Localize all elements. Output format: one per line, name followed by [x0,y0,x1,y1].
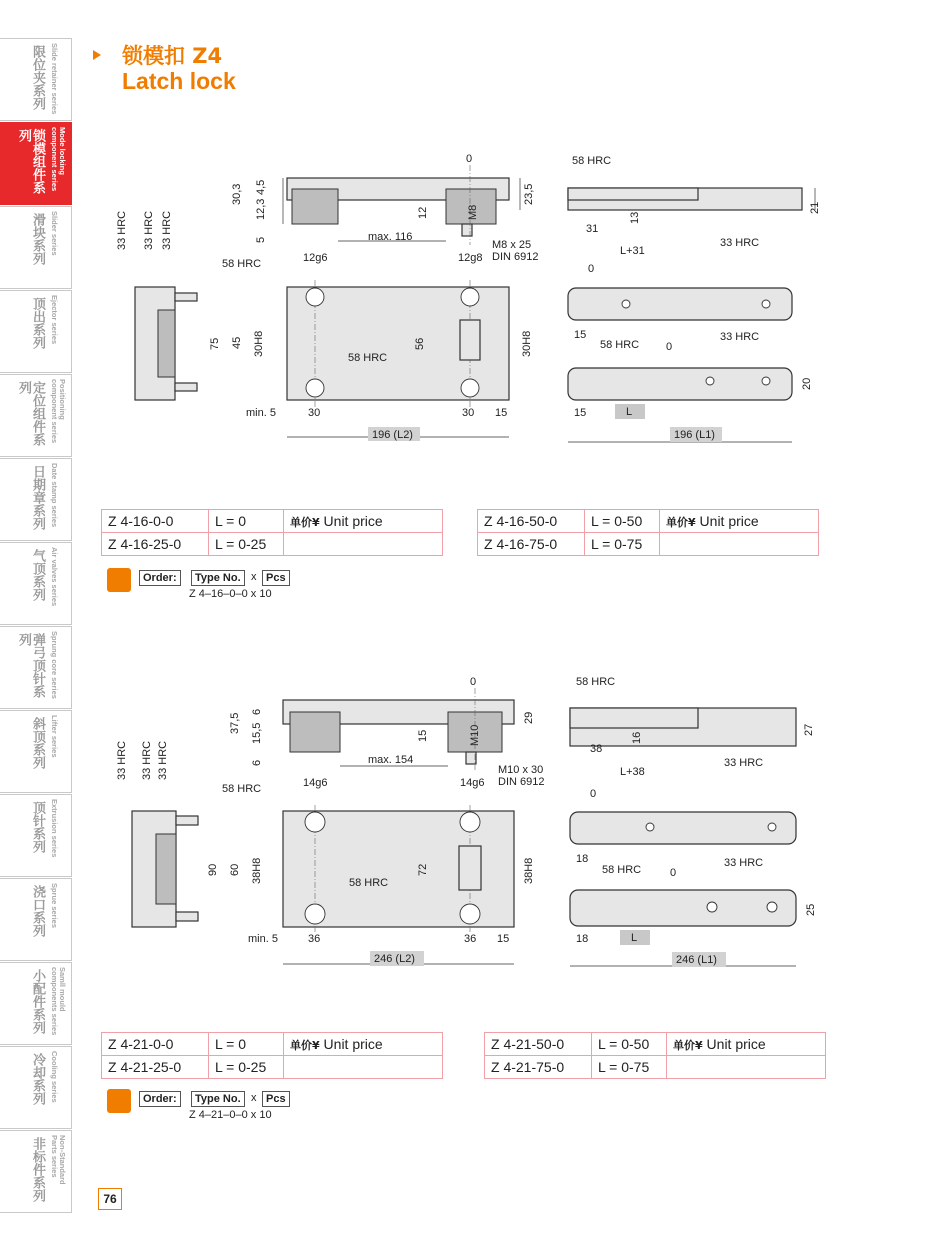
dim-label: max. 116 [368,231,413,243]
dim-label: 13 [629,211,641,224]
dim-label: 33 HRC [141,740,153,780]
dim-label: 38H8 [251,857,263,884]
dim-label: 12g8 [458,252,483,264]
price-table-z4-21-right [484,1032,826,1079]
dim-label: 15 [497,933,510,945]
phone-icon [107,1089,131,1113]
dim-label: 33 HRC [116,210,128,250]
dim-label: max. 154 [368,754,414,766]
sidebar-item-label: 日期章系列 [30,465,45,530]
dim-label: 27 [803,723,815,736]
sidebar-item-sublabel: Non-Standard Parts series [50,1135,67,1185]
dim-label: 58 HRC [222,783,262,795]
length-cell: L = 0-50 [585,510,660,533]
sidebar-item-sublabel: Positioning component series [50,379,67,444]
type-no-cell: Z 4-21-75-0 [485,1056,592,1079]
dim-label: 14g6 [460,777,485,789]
dim-label: 15 [495,407,508,419]
dim-label: 18 [576,933,589,945]
type-no-cell: Z 4-21-50-0 [485,1033,592,1056]
dim-label: 30 [308,407,321,419]
dim-label: 29 [523,711,535,724]
dim-label: 15,5 [251,722,263,744]
dim-label: 33 HRC [720,331,760,343]
dim-label: 0 [466,153,473,165]
pcs-label: Pcs [262,570,290,586]
order-info-z4-16 [107,568,307,604]
dim-label: 75 [209,337,221,350]
type-no-cell: Z 4-16-75-0 [478,533,585,556]
dim-label: L [626,406,633,418]
sidebar-item-label: 冷却系列 [30,1053,45,1105]
dim-label: 56 [414,337,426,350]
sidebar-item-sublabel: Sprue series [50,883,59,929]
sidebar-item-label: 非标件系列 [30,1137,45,1202]
sidebar-item-non-standard[interactable] [0,1130,72,1213]
times-label: x [251,1092,257,1104]
type-no-cell: Z 4-16-50-0 [478,510,585,533]
unit-price-header: 单价¥ Unit price [284,1033,443,1056]
sidebar-item-positioning[interactable] [0,374,72,457]
dim-label: 0 [670,867,677,879]
sidebar-item-label: 浇口系列 [30,885,45,937]
dim-label: 33 HRC [161,210,173,250]
sidebar-item-lifter[interactable] [0,710,72,793]
page-number: 76 [98,1188,122,1210]
dim-label: L [631,932,638,944]
dim-label: DIN 6912 [498,776,545,788]
unit-price-cell [667,1056,826,1079]
length-cell: L = 0-25 [209,1056,284,1079]
length-cell: L = 0 [209,1033,284,1056]
dim-label: 33 HRC [116,740,128,780]
sidebar-item-sublabel: Mode locking component series [50,127,67,192]
technical-drawing-z4-21 [100,670,545,975]
dim-label: 12 [417,206,429,219]
dim-label: 6 [251,708,263,715]
unit-price-cell [284,533,443,556]
dim-label: 45 [231,336,243,349]
sidebar-item-sublabel: Slider series [50,211,59,256]
unit-price-header: 单价¥ Unit price [284,510,443,533]
dim-label: 58 HRC [602,864,642,876]
sidebar-item-sublabel: Slide retainer series [50,43,59,115]
dim-label: 5 [255,236,267,243]
dim-label: 14g6 [303,777,328,789]
dim-label: 246 (L2) [374,953,415,965]
length-cell: L = 0-75 [592,1056,667,1079]
sidebar-item-label: 限位夹系列 [30,45,45,110]
unit-price-header: 单价¥ Unit price [660,510,819,533]
dim-label: 23,5 [523,183,535,205]
dim-label: M8 [467,204,479,220]
dim-label: M8 x 25 [492,239,532,251]
dim-label: DIN 6912 [492,251,539,263]
dim-label: 196 (L1) [674,429,715,441]
sidebar-item-sprue[interactable] [0,878,72,961]
dim-label: 12,3 [255,198,267,220]
sidebar-item-sublabel: Air valves series [50,547,59,607]
dim-label: 36 [464,933,477,945]
dim-label: 31 [586,223,599,235]
unit-price-cell [284,1056,443,1079]
sidebar-item-cooling[interactable] [0,1046,72,1129]
sidebar-item-label: 顶针系列 [30,801,45,853]
dim-label: 60 [229,863,241,876]
dim-label: 0 [590,788,597,800]
phone-icon [107,568,131,592]
unit-price-header: 单价¥ Unit price [667,1033,826,1056]
type-no-cell: Z 4-21-0-0 [102,1033,209,1056]
latch-views-z4-16 [560,150,830,450]
dim-label: 30H8 [521,330,533,357]
sidebar-item-sublabel: Cooling series [50,1051,59,1103]
length-cell: L = 0 [209,510,284,533]
dim-label: M10 [469,724,481,746]
dim-label: 33 HRC [143,210,155,250]
dim-label: 4,5 [255,179,267,195]
dim-label: 30H8 [253,330,265,357]
dim-label: 0 [588,263,595,275]
dim-label: 30 [462,407,475,419]
sidebar-item-sprung-core[interactable] [0,626,72,709]
sidebar-item-label: 滑块系列 [30,213,45,265]
sidebar-item-date-stamp[interactable] [0,458,72,541]
sidebar-item-label: 顶出系列 [30,297,45,349]
order-example: Z 4–21–0–0 x 10 [189,1109,272,1121]
length-cell: L = 0-25 [209,533,284,556]
dim-label: 33 HRC [724,857,764,869]
sidebar-item-label: 气顶系列 [30,549,45,601]
dim-label: 15 [574,329,587,341]
dim-label: 58 HRC [576,676,616,688]
dim-label: 72 [417,863,429,876]
dim-label: 37,5 [229,712,241,734]
sidebar-item-sublabel: Sprung core series [50,631,59,699]
order-label: Order: [139,570,181,586]
price-table-z4-21-left [101,1032,443,1079]
sidebar-item-small-components[interactable] [0,962,72,1045]
sidebar-item-sublabel: Extrusion series [50,799,59,858]
dim-label: L+31 [620,245,645,257]
type-no-label: Type No. [191,570,245,586]
dim-label: 33 HRC [157,740,169,780]
dim-label: 6 [251,759,263,766]
dim-label: 90 [207,863,219,876]
sidebar-item-sublabel: Ejector series [50,295,59,345]
dim-label: 16 [631,731,643,744]
price-table-z4-16-right [477,509,819,556]
page-title-zh: 锁模扣 Z4 [122,44,223,68]
sidebar-item-label: 斜顶系列 [30,717,45,769]
type-no-cell: Z 4-16-25-0 [102,533,209,556]
dim-label: 58 HRC [349,877,389,889]
dim-label: 15 [574,407,587,419]
dim-label: 38 [590,743,603,755]
dim-label: 30,3 [231,183,243,205]
dim-label: 0 [470,676,477,688]
dim-label: min. 5 [246,407,276,419]
sidebar-item-sublabel: Samll mould components series [50,967,67,1036]
order-example: Z 4–16–0–0 x 10 [189,588,272,600]
dim-label: 20 [801,377,813,390]
dim-label: 58 HRC [222,258,262,270]
sidebar-item-sublabel: Lifter series [50,715,59,758]
dim-label: 33 HRC [720,237,760,249]
dim-label: 18 [576,853,589,865]
dim-label: 12g6 [303,252,328,264]
sidebar-item-extrusion[interactable] [0,794,72,877]
dim-label: 36 [308,933,321,945]
price-table-z4-16-left [101,509,443,556]
dim-label: 196 (L2) [372,429,413,441]
technical-drawing-z4-16 [100,145,540,450]
sidebar-item-slide-retainer[interactable] [0,38,72,121]
dim-label: min. 5 [248,933,278,945]
dim-label: L+38 [620,766,645,778]
length-cell: L = 0-75 [585,533,660,556]
times-label: x [251,571,257,583]
dim-label: M10 x 30 [498,764,544,776]
order-label: Order: [139,1091,181,1107]
dim-label: 58 HRC [572,155,612,167]
sidebar-item-mode-locking[interactable] [0,122,72,205]
sidebar-item-sublabel: Date stamp series [50,463,59,528]
sidebar-item-label: 锁模组件系列 [16,129,45,194]
sidebar-item-ejector[interactable] [0,290,72,373]
sidebar-item-label: 弹弓顶针系列 [16,633,45,698]
type-no-cell: Z 4-16-0-0 [102,510,209,533]
sidebar-item-slider[interactable] [0,206,72,289]
dim-label: 246 (L1) [676,954,717,966]
type-no-cell: Z 4-21-25-0 [102,1056,209,1079]
page-title-en: Latch lock [122,68,236,94]
dim-label: 38H8 [523,857,535,884]
order-info-z4-21 [107,1089,307,1125]
sidebar [0,38,74,1218]
dim-label: 15 [417,729,429,742]
dim-label: 33 HRC [724,757,764,769]
sidebar-item-label: 定位组件系列 [16,381,45,446]
length-cell: L = 0-50 [592,1033,667,1056]
sidebar-item-label: 小配件系列 [30,969,45,1034]
latch-views-z4-21 [562,672,832,972]
pcs-label: Pcs [262,1091,290,1107]
type-no-label: Type No. [191,1091,245,1107]
dim-label: 25 [805,903,817,916]
dim-label: 58 HRC [600,339,640,351]
dim-label: 0 [666,341,673,353]
title-arrow-icon [93,50,101,60]
unit-price-cell [660,533,819,556]
sidebar-item-air-valves[interactable] [0,542,72,625]
dim-label: 21 [809,201,821,214]
dim-label: 58 HRC [348,352,388,364]
